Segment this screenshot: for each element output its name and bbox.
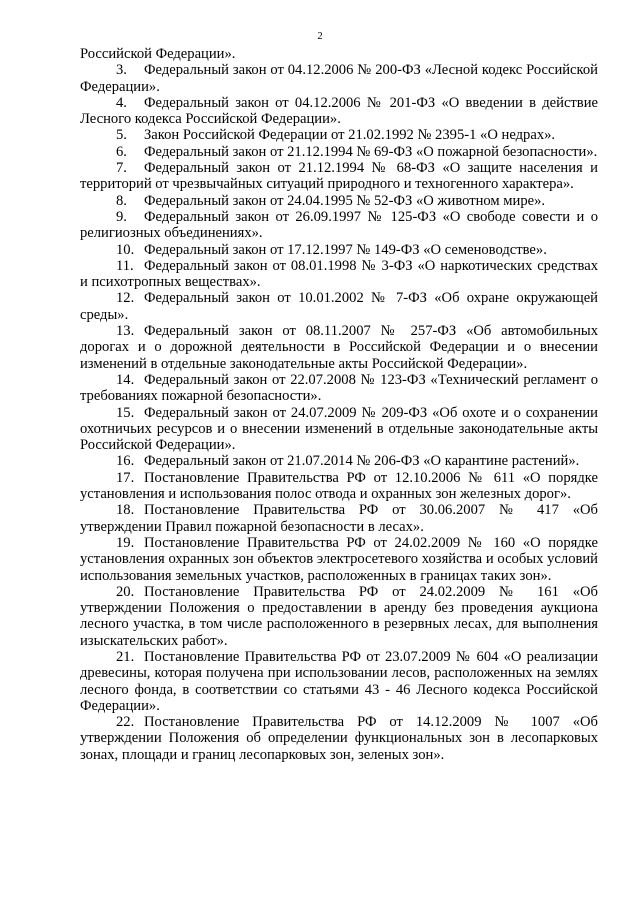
list-item: [80, 405, 598, 454]
list-item-number: 16.: [116, 453, 135, 470]
list-item-number: 21.: [116, 648, 135, 665]
list-item-number: 22.: [116, 714, 135, 731]
list-item: [80, 144, 598, 160]
list-item-text: Федеральный закон от 08.01.1998 № 3-ФЗ «О наркотических средствах и психотропных веществах».: [80, 257, 598, 291]
list-item-text: Постановление Правительства РФ от 12.10.2006 № 611 «О порядке установления и использования полос отвода и охранных зон железных дорог».: [80, 469, 598, 503]
list-item: [80, 193, 598, 209]
list-item-number: 13.: [116, 323, 135, 340]
list-item-text: Федеральный закон от 21.07.2014 № 206-ФЗ «О карантине растений».: [144, 453, 580, 470]
list-item-text: Закон Российской Федерации от 21.02.1992 № 2395-1 «О недрах».: [144, 127, 556, 144]
list-item: [80, 453, 598, 469]
list-item-text: Постановление Правительства РФ от 14.12.2009 № 1007 «Об утверждении Положения об определении функциональных зон в лесопарковых зонах, площади и границ лесопарковых зон, зеленых зон».: [80, 714, 598, 763]
list-item-text: Постановление Правительства РФ от 24.02.2009 № 161 «Об утверждении Положения о предоставлении в аренду без проведения аукциона лесного участка, в том числе расположенного в резервных лесах, для выполнения изыскательских работ».: [80, 583, 598, 649]
list-item-text: Постановление Правительства РФ от 30.06.2007 № 417 «Об утверждении Правил пожарной безопасности в лесах».: [80, 502, 598, 535]
list-item-text: Федеральный закон от 26.09.1997 № 125-ФЗ «О свободе совести и о религиозных объединениях».: [80, 208, 598, 242]
list-item: [80, 258, 598, 291]
list-item: [80, 62, 598, 95]
list-item-number: 15.: [116, 404, 135, 421]
list-item: [80, 470, 598, 503]
list-item-number: 11.: [116, 257, 134, 274]
list-item-number: 8.: [116, 192, 127, 209]
list-item: [80, 290, 598, 323]
list-item-number: 4.: [116, 94, 127, 111]
list-item-number: 5.: [116, 127, 127, 144]
list-item-number: 9.: [116, 208, 127, 225]
list-item-number: 17.: [116, 469, 135, 486]
list-item: [80, 372, 598, 405]
list-item-number: 12.: [116, 290, 135, 307]
list-item: [80, 502, 598, 535]
list-item-number: 14.: [116, 371, 135, 388]
continuation-text: Российской Федерации».: [80, 46, 236, 62]
list-item-text: Федеральный закон от 21.12.1994 № 69-ФЗ «О пожарной безопасности».: [144, 143, 598, 160]
list-item-text: Федеральный закон от 17.12.1997 № 149-ФЗ «О семеноводстве».: [144, 241, 547, 258]
list-item-number: 10.: [116, 241, 135, 258]
list-item-text: Федеральный закон от 22.07.2008 № 123-ФЗ «Технический регламент о требованиях пожарной безопасности».: [80, 371, 598, 405]
document-body: [80, 46, 598, 763]
list-item-number: 6.: [116, 143, 127, 160]
list-item-number: 20.: [116, 583, 135, 600]
list-item: [80, 95, 598, 128]
list-item-text: Федеральный закон от 04.12.2006 № 200-ФЗ «Лесной кодекс Российской Федерации».: [80, 62, 598, 95]
list-item-text: Федеральный закон от 10.01.2002 № 7-ФЗ «Об охране окружающей среды».: [80, 290, 598, 323]
page-number: 2: [317, 31, 323, 42]
legal-acts-list: [80, 62, 598, 763]
list-item-text: Федеральный закон от 24.07.2009 № 209-ФЗ «Об охоте и о сохранении охотничьих ресурсов и о внесении изменений в отдельные законодательные акты Российской Федерации».: [80, 404, 598, 454]
list-item: [80, 535, 598, 584]
list-item: [80, 323, 598, 372]
list-item: [80, 127, 598, 143]
list-item-text: Федеральный закон от 21.12.1994 № 68-ФЗ «О защите населения и территорий от чрезвычайных ситуаций природного и техногенного характера».: [80, 160, 598, 193]
list-item: [80, 649, 598, 714]
list-item-text: Федеральный закон от 04.12.2006 № 201-ФЗ «О введении в действие Лесного кодекса Российской Федерации».: [80, 94, 598, 128]
list-item-text: Постановление Правительства РФ от 23.07.2009 № 604 «О реализации древесины, которая получена при использовании лесов, расположенных на землях лесного фонда, в соответствии со статьями 43 - 46 Лесного кодекса Российской Федерации».: [80, 648, 598, 714]
list-item-number: 18.: [116, 502, 135, 519]
list-item-number: 19.: [116, 534, 135, 551]
list-item: [80, 584, 598, 649]
list-item-text: Федеральный закон от 24.04.1995 № 52-ФЗ «О животном мире».: [144, 192, 546, 209]
list-item: [80, 714, 598, 763]
list-item-number: 7.: [116, 160, 127, 177]
list-item: [80, 242, 598, 258]
list-item-number: 3.: [116, 62, 127, 79]
list-item-text: Федеральный закон от 08.11.2007 № 257-ФЗ «Об автомобильных дорогах и о дорожной деятельности в Российской Федерации и о внесении изменений в отдельные законодательные акты Российской Федерации».: [80, 323, 598, 372]
list-item: [80, 160, 598, 193]
list-item: [80, 209, 598, 242]
list-item-text: Постановление Правительства РФ от 24.02.2009 № 160 «О порядке установления охранных зон объектов электросетевого хозяйства и особых условий использования земельных участков, расположенных в границах таких зон».: [80, 534, 598, 584]
